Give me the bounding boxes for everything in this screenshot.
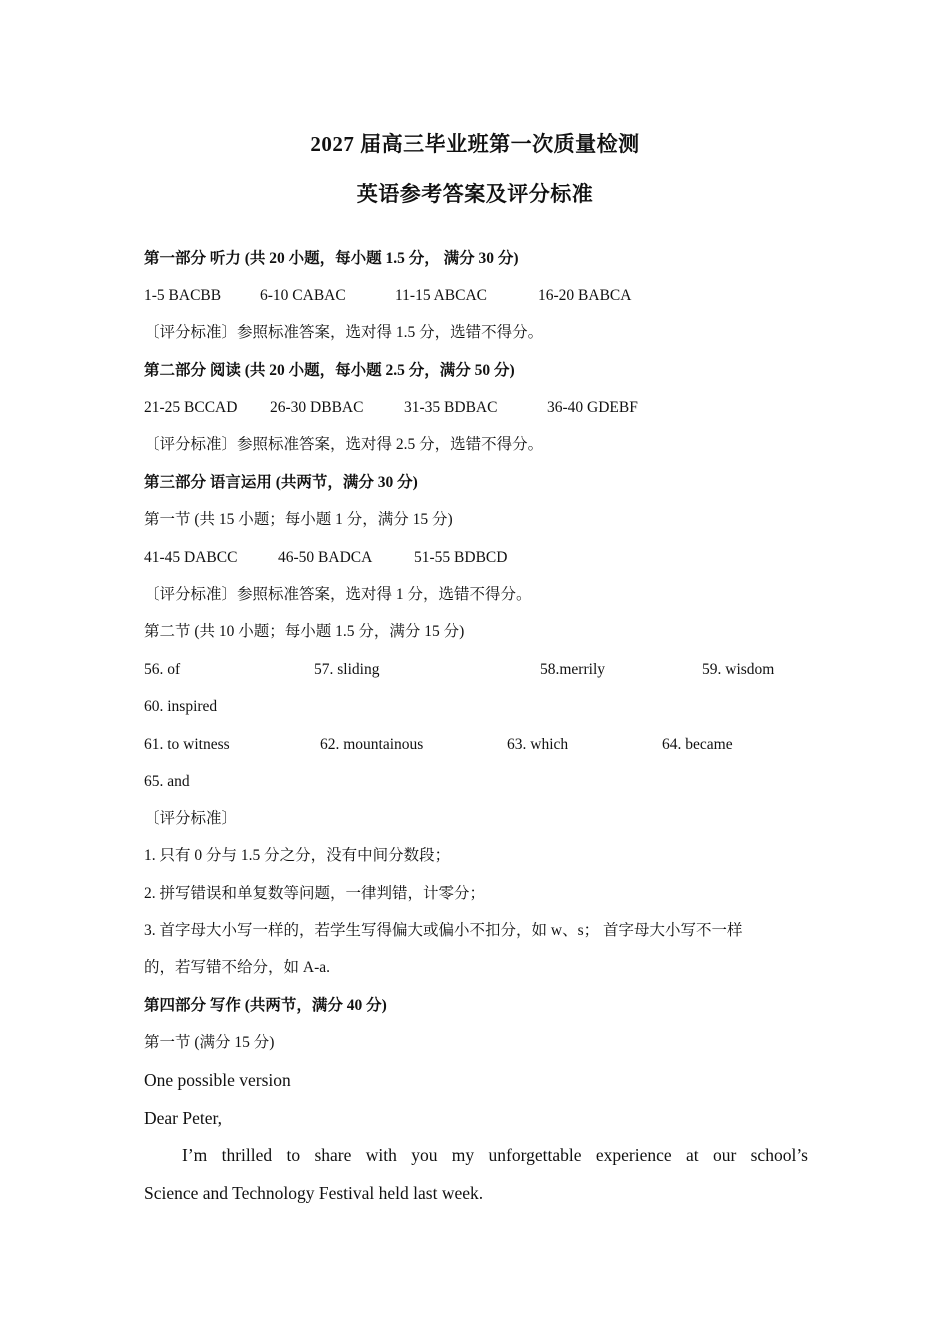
part2-criteria: 〔评分标准〕参照标准答案，选对得 2.5 分，选错不得分。 — [144, 436, 544, 453]
answer-item: 62. mountainous — [320, 736, 424, 753]
answer-item: 61. to witness — [144, 736, 230, 753]
criteria-label: 〔评分标准〕 — [144, 810, 238, 827]
version-label: One possible version — [144, 1070, 291, 1090]
answer-group: 46-50 BADCA — [278, 549, 373, 566]
answer-group: 51-55 BDBCD — [414, 549, 508, 566]
answer-item: 59. wisdom — [702, 661, 775, 678]
part2-heading: 第二部分 阅读 (共 20 小题，每小题 2.5 分，满分 50 分) — [144, 362, 515, 379]
answer-group: 1-5 BACBB — [144, 287, 222, 304]
part3-section1-criteria: 〔评分标准〕参照标准答案，选对得 1 分，选错不得分。 — [144, 586, 532, 603]
answer-group: 21-25 BCCAD — [144, 399, 238, 416]
answer-group: 26-30 DBBAC — [270, 399, 364, 416]
part3-section1-heading: 第一节 (共 15 小题；每小题 1 分，满分 15 分) — [144, 511, 453, 528]
answer-item: 64. became — [662, 736, 733, 753]
part1-criteria: 〔评分标准〕参照标准答案，选对得 1.5 分，选错不得分。 — [144, 324, 544, 341]
answer-item: 58.merrily — [540, 661, 605, 678]
part3-heading: 第三部分 语言运用 (共两节，满分 30 分) — [144, 474, 418, 491]
answer-group: 36-40 GDEBF — [547, 399, 638, 416]
document-subtitle: 英语参考答案及评分标准 — [356, 182, 594, 206]
document-title: 2027 届高三毕业班第一次质量检测 — [310, 132, 640, 156]
answer-item: 60. inspired — [144, 698, 218, 715]
answer-group: 16-20 BABCA — [538, 287, 632, 304]
part4-heading: 第四部分 写作 (共两节，满分 40 分) — [144, 997, 387, 1014]
answer-item: 63. which — [507, 736, 569, 753]
letter-paragraph-line: Science and Technology Festival held last week. — [144, 1183, 484, 1203]
part4-section1-heading: 第一节 (满分 15 分) — [144, 1034, 275, 1051]
part1-heading: 第一部分 听力 (共 20 小题，每小题 1.5 分， 满分 30 分) — [144, 250, 519, 267]
answer-item: 56. of — [144, 661, 181, 678]
answer-group: 31-35 BDBAC — [404, 399, 498, 416]
answer-item: 57. sliding — [314, 661, 380, 678]
answer-group: 41-45 DABCC — [144, 549, 238, 566]
letter-greeting: Dear Peter, — [144, 1108, 223, 1128]
part3-section2-heading: 第二节 (共 10 小题；每小题 1.5 分，满分 15 分) — [144, 623, 465, 640]
answer-item: 65. and — [144, 773, 190, 790]
rule-2: 2. 拼写错误和单复数等问题，一律判错，计零分； — [144, 885, 486, 902]
rule-3-line2: 的，若写错不给分，如 A-a. — [144, 959, 330, 976]
answer-group: 6-10 CABAC — [260, 287, 346, 304]
letter-paragraph-line: I’m thrilled to share with you my unforgettable experience at our school’s — [182, 1145, 808, 1165]
rule-3-line1: 3. 首字母大小写一样的，若学生写得偏大或偏小不扣分，如 w、s； 首字母大小写不一样 — [144, 922, 743, 939]
rule-1: 1. 只有 0 分与 1.5 分之分，没有中间分数段； — [144, 847, 451, 864]
answer-group: 11-15 ABCAC — [395, 287, 488, 304]
